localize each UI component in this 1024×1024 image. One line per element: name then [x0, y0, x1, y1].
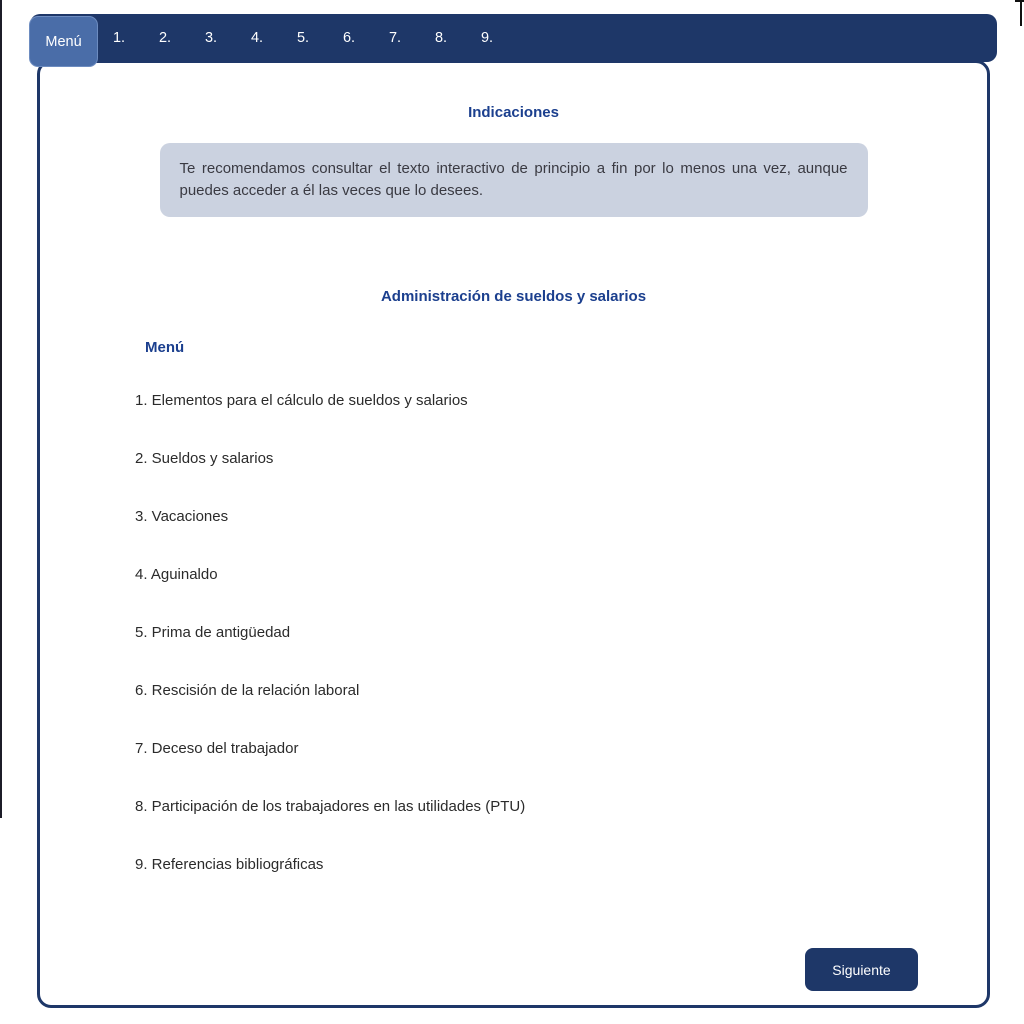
nav-tab-3[interactable]: 3. — [204, 30, 218, 46]
nav-tab-2[interactable]: 2. — [158, 30, 172, 46]
next-button[interactable]: Siguiente — [805, 948, 918, 991]
indications-note-text: Te recomendamos consultar el texto interactivo de principio a fin por lo menos una vez, aunque puedes acceder a él las veces que lo desees. — [179, 160, 848, 199]
nav-tab-6[interactable]: 6. — [342, 30, 356, 46]
content-panel — [37, 60, 990, 1008]
menu-section-heading: Menú — [145, 339, 185, 356]
nav-tab-menu-active[interactable]: Menú — [29, 16, 98, 67]
nav-tab-5[interactable]: 5. — [296, 30, 310, 46]
nav-tab-strip — [96, 14, 510, 62]
indications-note-box — [160, 143, 868, 217]
window-edge-artifact-top-right-vertical — [1020, 0, 1022, 26]
menu-item-8: 8. Participación de los trabajadores en las utilidades (PTU) — [135, 798, 526, 815]
top-navbar — [30, 14, 997, 62]
nav-tab-7[interactable]: 7. — [388, 30, 402, 46]
menu-item-2: 2. Sueldos y salarios — [135, 450, 274, 467]
indications-heading: Indicaciones — [468, 104, 559, 121]
nav-tab-8[interactable]: 8. — [434, 30, 448, 46]
menu-item-1: 1. Elementos para el cálculo de sueldos y salarios — [135, 392, 468, 409]
window-edge-artifact-left — [0, 0, 2, 818]
menu-item-5: 5. Prima de antigüedad — [135, 624, 291, 641]
menu-item-9: 9. Referencias bibliográficas — [135, 856, 324, 873]
nav-tab-4[interactable]: 4. — [250, 30, 264, 46]
menu-item-7: 7. Deceso del trabajador — [135, 740, 299, 757]
menu-item-3: 3. Vacaciones — [135, 508, 229, 525]
nav-tab-9[interactable]: 9. — [480, 30, 494, 46]
nav-tab-1[interactable]: 1. — [112, 30, 126, 46]
menu-item-4: 4. Aguinaldo — [135, 566, 218, 583]
menu-item-6: 6. Rescisión de la relación laboral — [135, 682, 360, 699]
course-title: Administración de sueldos y salarios — [380, 288, 647, 305]
menu-list — [135, 392, 987, 874]
